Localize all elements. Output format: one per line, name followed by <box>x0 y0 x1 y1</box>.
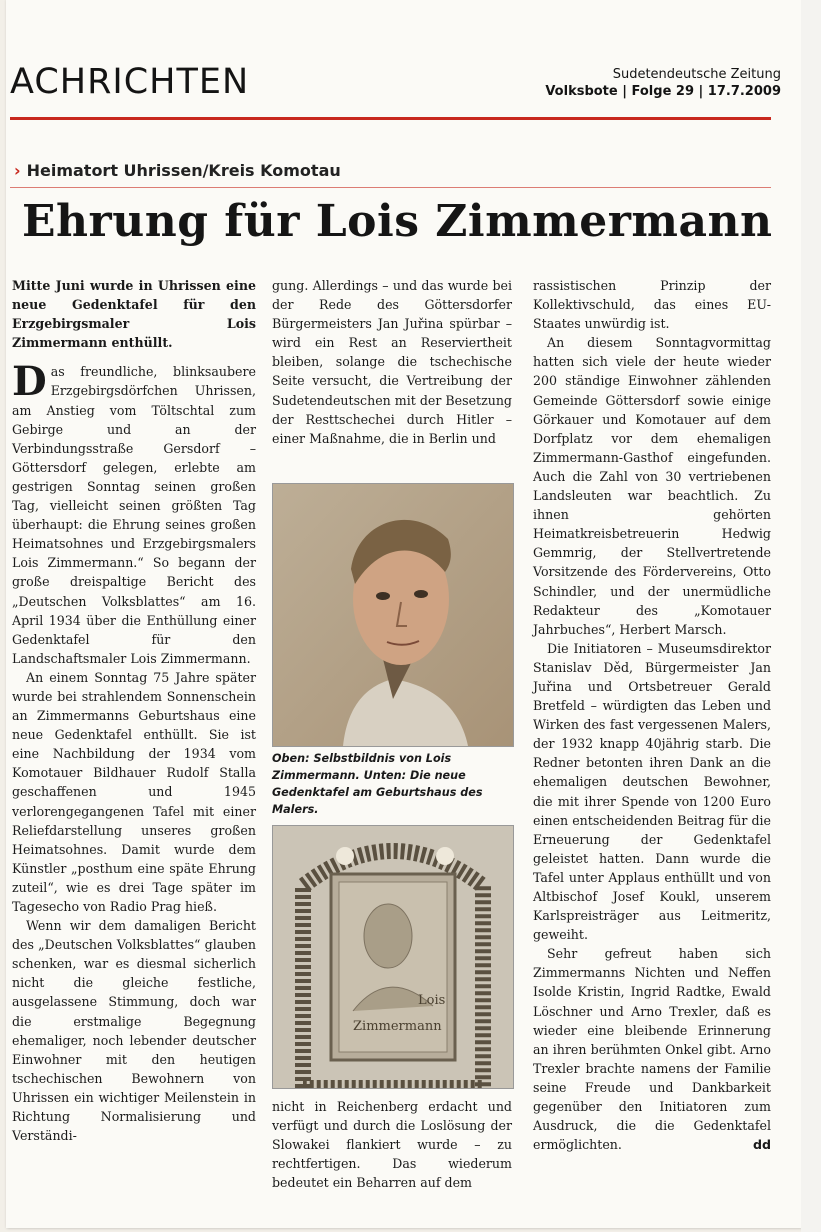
page-edge <box>801 0 821 1232</box>
kicker <box>14 161 341 180</box>
plaque-text-first: Lois <box>418 993 446 1008</box>
column-3 <box>533 276 771 1154</box>
author-signature: dd <box>752 1137 771 1153</box>
paragraph: Die Initiatoren – Museumsdirektor Stanislav Děd, Bürgermeister Jan Juřina und Ortsbetreuer Gerald Bretfeld – würdigten das Leben und Wirken des fast vergessenen Malers, der 1932 knapp 40jährig starb. Die Redner betonten ihren Dank an die ehemaligen deutschen Bewohner, die mit ihrer Spende von 1200 Euro einen entscheidenden Beitrag für die Erneuerung der Gedenktafel geleistet hatten. Dann wurde die Tafel unter Applaus enthüllt und von Altbischof Josef Koukl, unserem Karlspreisträger aus Leitmeritz, geweiht. <box>533 640 771 943</box>
paragraph: gung. Allerdings – und das wurde bei der Rede des Göttersdorfer Bürgermeisters Jan Juřina spürbar – wird ein Rest an Reserviertheit bleiben, solange die tschechische Seite versucht, die Vertreibung der Sudetendeutschen mit der Besetzung der Resttschechei durch Hitler – einer Maßnahme, die in Berlin und <box>272 278 512 446</box>
paragraph-text: Sehr gefreut haben sich Zimmermanns Nichten und Neffen Isolde Kristin, Ingrid Radtke, Ewald Löschner und Arno Trexler, daß es wieder eine bleibende Erinnerung an ihren berühmten Onkel gibt. Arno Trexler brachte namens der Familie seine Freude und Dankbarkeit gegenüber den Initiatoren zum Ausdruck, die die Gedenktafel ermöglichten. <box>533 946 771 1153</box>
photo-caption: Oben: Selbstbildnis von Lois Zimmermann. Unten: Die neue Gedenktafel am Geburtshaus des Malers. <box>272 752 483 816</box>
paragraph-text: as freundliche, blinksaubere Erzgebirgsdörfchen Uhrissen, am Anstieg vom Töltschtal zum Gebirge und an der Verbindungsstraße Gersdorf – Göttersdorf gelegen, erlebte am gestrigen Sonntag seinen großen Tag, vielleicht seinen größten Tag überhaupt: die Ehrung seines großen Heimatsohnes und Erzgebirgsmalers Lois Zimmermann.“ So begann der große dreispaltige Bericht des „Deutschen Volksblattes“ am 16. April 1934 über die Enthüllung einer Gedenktafel für den Landschaftsmaler Lois Zimmermann. <box>12 364 256 666</box>
lead-paragraph: Mitte Juni wurde in Uhrissen eine neue Gedenktafel für den Erzgebirgsmaler Lois Zimmermann enthüllt. <box>12 278 256 351</box>
column-2-bottom: nicht in Reichenberg erdacht und verfügt und durch die Loslösung der Slowakei flankiert wurde – zu rechtfertigen. Das wiederum bedeutet ein Beharren auf dem <box>272 1099 512 1191</box>
kicker-text: Heimatort Uhrissen/Kreis Komotau <box>26 161 341 180</box>
paragraph: rassistischen Prinzip der Kollektivschuld, das eines EU-Staates unwürdig ist. <box>533 278 771 332</box>
chevron-right-icon: › <box>14 161 21 180</box>
paragraph: An einem Sonntag 75 Jahre später wurde bei strahlendem Sonnenschein an Zimmermanns Geburtshaus eine neue Gedenktafel enthüllt. Sie ist eine Nachbildung der 1934 vom Komotauer Bildhauer Rudolf Stalla geschaffenen und 1945 verlorengegangenen Tafel mit einer Reliefdarstellung unseres großen Heimatsohnes. Damit wurde dem Künstler „posthum eine späte Ehrung zuteil“, wie es drei Tage später im Tagesecho von Radio Prag hieß. <box>12 669 256 914</box>
kicker-rule <box>10 187 771 188</box>
paragraph <box>533 944 771 1154</box>
portrait-illustration <box>273 484 513 746</box>
drop-cap: D <box>12 358 47 406</box>
memorial-plaque-photo <box>272 825 514 1089</box>
paper-name: Sudetendeutsche Zeitung <box>612 67 781 82</box>
issue-info: Volksbote | Folge 29 | 17.7.2009 <box>545 84 781 99</box>
column-2 <box>272 276 512 448</box>
paragraph: An diesem Sonntagvormittag hatten sich viele der heute wieder 200 ständige Einwohner zählenden Gemeinde Göttersdorf sowie einige Görkauer und Komotauer auf dem Dorfplatz vor dem ehemaligen Zimmermann-Gasthof eingefunden. Auch die Zahl von 30 vertriebenen Landsleuten war beachtlich. Zu ihnen gehörten Heimatkreisbetreuerin Hedwig Gemmrig, der Stellvertretende Vorsitzende des Fördervereins, Otto Schindler, und der unermüdliche Redakteur des „Komotauer Jahrbuches“, Herbert Marsch. <box>533 335 771 637</box>
paragraph <box>12 358 256 668</box>
plaque-text-last: Zimmermann <box>353 1019 442 1034</box>
plaque-illustration <box>273 826 513 1088</box>
paragraph: Wenn wir dem damaligen Bericht des „Deutschen Volksblattes“ glauben schenken, war es diesmal sicherlich nicht die gleiche festliche, ausgelassene Stimmung, doch war die erstmalige Begegnung ehemaliger, noch lebender deutscher Einwohner mit den heutigen tschechischen Bewohnern von Uhrissen ein wichtiger Meilenstein in Richtung Normalisierung und Verständi- <box>12 918 256 1144</box>
section-title: ACHRICHTEN <box>10 62 250 102</box>
publication-info <box>545 66 781 100</box>
self-portrait-photo <box>272 483 514 747</box>
column-1 <box>12 276 256 1145</box>
header-rule <box>10 117 771 120</box>
headline: Ehrung für Lois Zimmermann <box>22 196 773 247</box>
